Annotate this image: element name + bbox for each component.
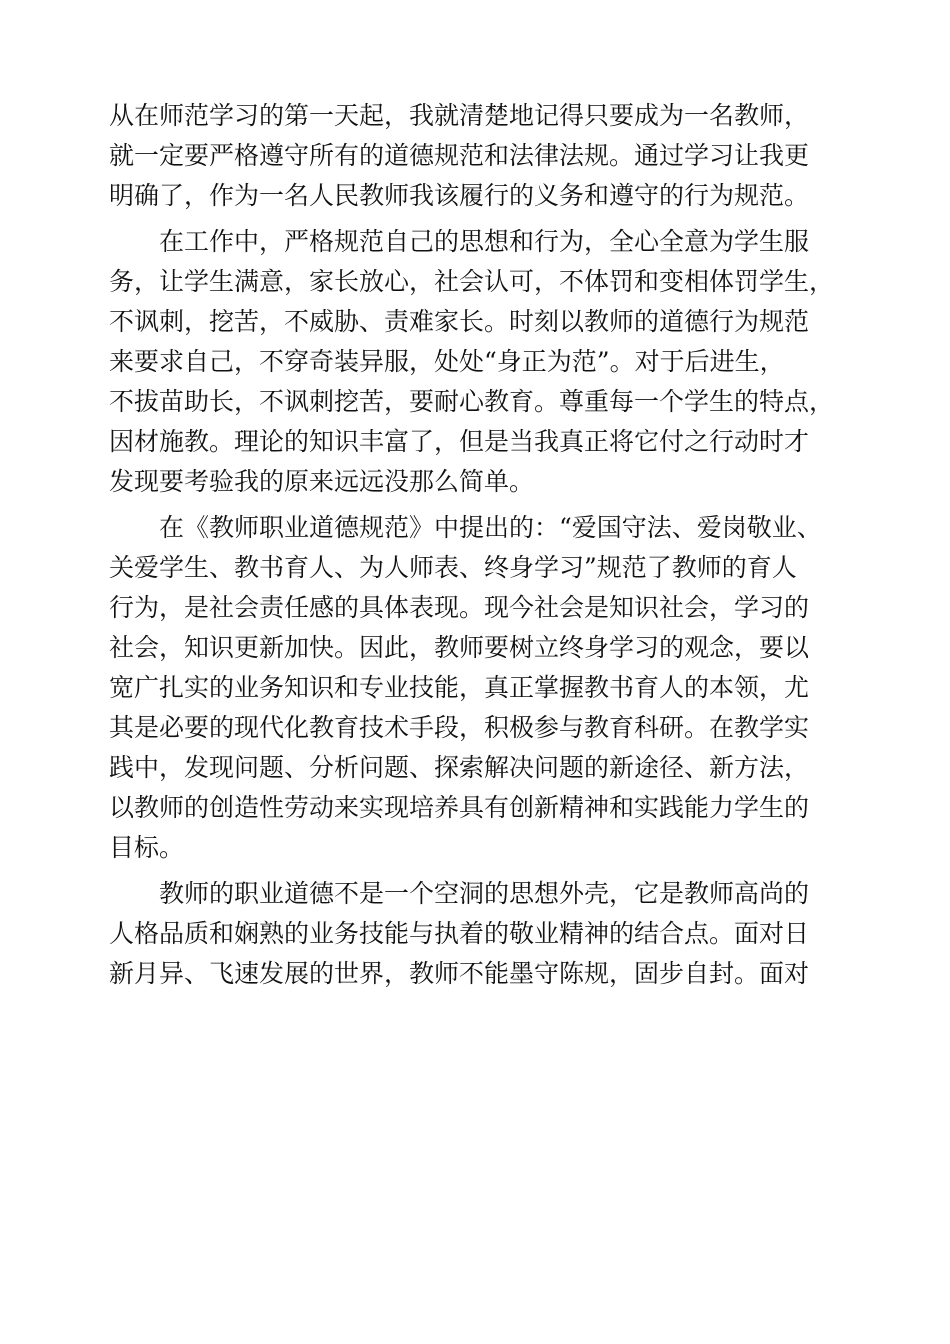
text-line: 宽广扎实的业务知识和专业技能，真正掌握教书育人的本领，尤 <box>109 673 810 702</box>
text-line: 新月异、飞速发展的世界，教师不能墨守陈规，固步自封。面对 <box>109 959 810 988</box>
text-line: 其是必要的现代化教育技术手段，积极参与教育科研。在教学实 <box>109 713 810 742</box>
text-line: 人格品质和娴熟的业务技能与执着的敬业精神的结合点。面对日 <box>109 919 810 948</box>
text-line: 在《教师职业道德规范》中提出的：“爱国守法、爱岗敬业、 <box>159 513 822 542</box>
text-line: 不拔苗助长，不讽刺挖苦，要耐心教育。尊重每一个学生的特点， <box>109 387 835 416</box>
paragraph <box>109 874 844 994</box>
text-line: 因材施教。理论的知识丰富了，但是当我真正将它付之行动时才 <box>109 427 810 456</box>
text-line: 不讽刺，挖苦，不威胁、责难家长。时刻以教师的道德行为规范 <box>109 307 810 336</box>
paragraph <box>109 222 844 502</box>
text-line: 行为，是社会责任感的具体表现。现今社会是知识社会，学习的 <box>109 593 810 622</box>
text-line: 在工作中，严格规范自己的思想和行为，全心全意为学生服 <box>159 227 810 256</box>
text-line: 明确了，作为一名人民教师我该履行的义务和遵守的行为规范。 <box>109 181 810 210</box>
text-line: 发现要考验我的原来远远没那么简单。 <box>109 467 535 496</box>
text-line: 目标。 <box>109 833 185 862</box>
document-body <box>109 96 844 994</box>
paragraph <box>109 508 844 868</box>
text-line: 教师的职业道德不是一个空洞的思想外壳，它是教师高尚的 <box>159 879 810 908</box>
text-line: 务，让学生满意，家长放心，社会认可，不体罚和变相体罚学生， <box>109 267 835 296</box>
text-line: 就一定要严格遵守所有的道德规范和法律法规。通过学习让我更 <box>109 141 810 170</box>
text-line: 从在师范学习的第一天起，我就清楚地记得只要成为一名教师， <box>109 101 810 130</box>
text-line: 以教师的创造性劳动来实现培养具有创新精神和实践能力学生的 <box>109 793 810 822</box>
text-line: 社会，知识更新加快。因此，教师要树立终身学习的观念，要以 <box>109 633 810 662</box>
paragraph <box>109 96 844 216</box>
text-line: 来要求自己，不穿奇装异服，处处“身正为范”。对于后进生， <box>109 347 785 376</box>
text-line: 践中，发现问题、分析问题、探索解决问题的新途径、新方法， <box>109 753 810 782</box>
text-line: 关爱学生、教书育人、为人师表、终身学习”规范了教师的育人 <box>109 553 797 582</box>
